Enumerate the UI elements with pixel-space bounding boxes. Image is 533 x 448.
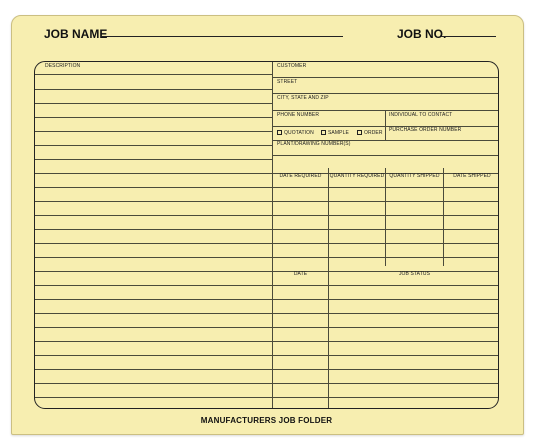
job-name-line[interactable] [101,36,343,37]
plant-label: PLANT/DRAWING NUMBER(S) [277,141,351,147]
col-job-status: JOB STATUS [398,271,431,277]
order-checkbox[interactable] [357,130,362,135]
city-label: CITY, STATE AND ZIP [277,95,329,101]
job-name-label: JOB NAME [44,27,108,41]
col-quantity-required: QUANTITY REQUIRED [329,173,385,179]
col-date-shipped: DATE SHIPPED [453,173,491,179]
quotation-checkbox[interactable] [277,130,282,135]
description-label: DESCRIPTION [45,63,81,69]
street-label: STREET [277,79,298,85]
col-quantity-shipped: QUANTITY SHIPPED [389,173,440,179]
job-no-line[interactable] [441,36,496,37]
job-form [34,61,499,409]
folder-title: MANUFACTURERS JOB FOLDER [200,416,333,425]
quotation-label: QUOTATION [284,130,314,136]
sample-label: SAMPLE [328,130,349,136]
sample-checkbox[interactable] [321,130,326,135]
customer-label: CUSTOMER [277,63,307,69]
col-status-date: DATE [293,271,308,277]
po-label: PURCHASE ORDER NUMBER [389,127,462,133]
contact-label: INDIVIDUAL TO CONTACT [389,112,453,118]
col-date-required: DATE REQUIRED [279,173,322,179]
job-no-label: JOB NO. [397,27,447,41]
phone-label: PHONE NUMBER [277,112,320,118]
order-label: ORDER [364,130,383,136]
